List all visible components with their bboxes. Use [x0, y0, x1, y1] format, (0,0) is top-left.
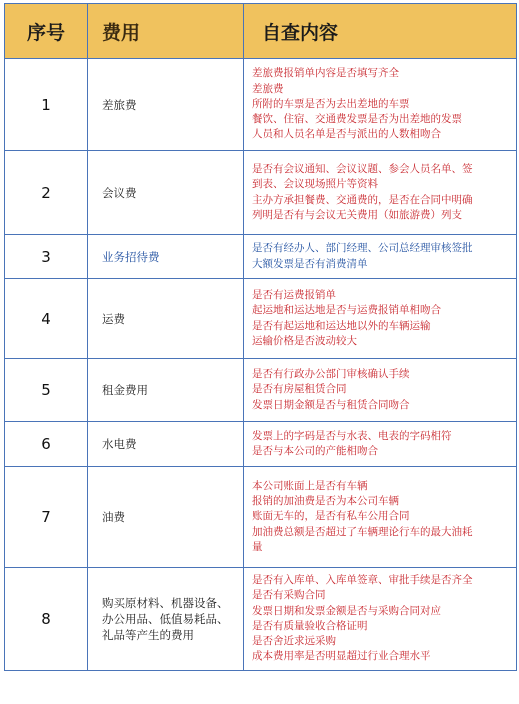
expense-type — [88, 422, 244, 467]
expense-type — [88, 151, 244, 235]
check-item: 是否有房屋租赁合同 — [252, 383, 347, 396]
check-items — [244, 235, 517, 279]
header-no: 序号 — [5, 4, 88, 59]
check-item: 是否舍近求远采购 — [252, 635, 336, 648]
check-item: 大额发票是否有消费清单 — [252, 257, 368, 270]
expense-type — [88, 59, 244, 151]
check-item: 是否有采购合同 — [252, 589, 326, 602]
table-row — [5, 235, 517, 279]
expense-type — [88, 467, 244, 568]
expense-type-line: 差旅费 — [102, 97, 137, 112]
expense-type-line: 油费 — [102, 510, 125, 524]
expense-type — [88, 359, 244, 422]
table-row — [5, 279, 517, 359]
expense-type-line: 礼品等产生的费用 — [102, 627, 194, 642]
row-number: 6 — [5, 422, 88, 467]
check-item: 餐饮、住宿、交通费发票是否为出差地的发票 — [252, 113, 462, 126]
check-item: 发票上的字码是否与水表、电表的字码相符 — [252, 429, 452, 442]
check-item: 加油费总额是否超过了车辆理论行车的最大油耗 — [252, 525, 473, 538]
table-row — [5, 151, 517, 235]
check-item: 运输价格是否波动较大 — [252, 334, 357, 347]
table-row — [5, 59, 517, 151]
row-number: 7 — [5, 467, 88, 568]
table-row — [5, 467, 517, 568]
check-items — [244, 467, 517, 568]
check-item: 是否有入库单、入库单签章、审批手续是否齐全 — [252, 574, 473, 586]
check-item: 账面无车的，是否有私车公用合同 — [252, 510, 410, 523]
check-item: 是否有经办人、部门经理、公司总经理审核签批 — [252, 242, 473, 255]
expense-type-line: 运费 — [102, 311, 125, 326]
row-number: 2 — [5, 151, 88, 235]
expense-type — [88, 235, 244, 279]
expense-type-line: 租金费用 — [102, 383, 148, 397]
check-item: 发票日期和发票金额是否与采购合同对应 — [252, 604, 441, 617]
expense-type-line: 购买原材料、机器设备、 — [102, 595, 229, 610]
row-number: 3 — [5, 235, 88, 279]
header-fee: 费用 — [88, 4, 244, 59]
check-item: 到表、会议现场照片等资料 — [252, 178, 378, 191]
check-item: 列明是否有与会议无关费用（如旅游费）列支 — [252, 208, 462, 221]
expense-type-line: 会议费 — [102, 185, 137, 200]
table-row — [5, 359, 517, 422]
row-number: 8 — [5, 568, 88, 671]
header-row — [5, 4, 517, 59]
check-item: 本公司账面上是否有车辆 — [252, 479, 368, 492]
audit-table — [4, 3, 517, 671]
check-items — [244, 279, 517, 359]
check-item: 起运地和运达地是否与运费报销单相吻合 — [252, 304, 441, 317]
expense-type — [88, 568, 244, 671]
check-items — [244, 59, 517, 151]
check-item: 发票日期金额是否与租赁合同吻合 — [252, 398, 410, 411]
check-items — [244, 151, 517, 235]
check-item: 是否有运费报销单 — [252, 288, 336, 301]
expense-type — [88, 279, 244, 359]
expense-type-line: 水电费 — [102, 437, 137, 451]
table-row — [5, 568, 517, 671]
check-items — [244, 568, 517, 671]
check-item: 是否有会议通知、会议议题、参会人员名单、签 — [252, 162, 473, 175]
row-number: 1 — [5, 59, 88, 151]
check-item: 是否有行政办公部门审核确认手续 — [252, 368, 410, 381]
check-item: 量 — [252, 540, 263, 553]
check-item: 是否有质量验收合格证明 — [252, 619, 368, 632]
check-item: 差旅费报销单内容是否填写齐全 — [252, 67, 399, 80]
check-item: 是否有起运地和运达地以外的车辆运输 — [252, 319, 431, 332]
expense-type-line: 业务招待费 — [102, 249, 160, 264]
row-number: 5 — [5, 359, 88, 422]
check-item: 主办方承担餐费、交通费的，是否在合同中明确 — [252, 193, 473, 206]
check-item: 所附的车票是否为去出差地的车票 — [252, 97, 410, 110]
check-item: 人员和人员名单是否与派出的人数相吻合 — [252, 128, 441, 141]
check-items — [244, 422, 517, 467]
expense-type-line: 办公用品、低值易耗品、 — [102, 611, 229, 626]
check-item: 差旅费 — [252, 82, 284, 95]
table-row — [5, 422, 517, 467]
header-content: 自查内容 — [244, 4, 517, 59]
check-item: 成本费用率是否明显超过行业合理水平 — [252, 650, 431, 663]
check-item: 报销的加油费是否为本公司车辆 — [252, 495, 399, 508]
check-items — [244, 359, 517, 422]
row-number: 4 — [5, 279, 88, 359]
check-item: 是否与本公司的产能相吻合 — [252, 445, 378, 457]
